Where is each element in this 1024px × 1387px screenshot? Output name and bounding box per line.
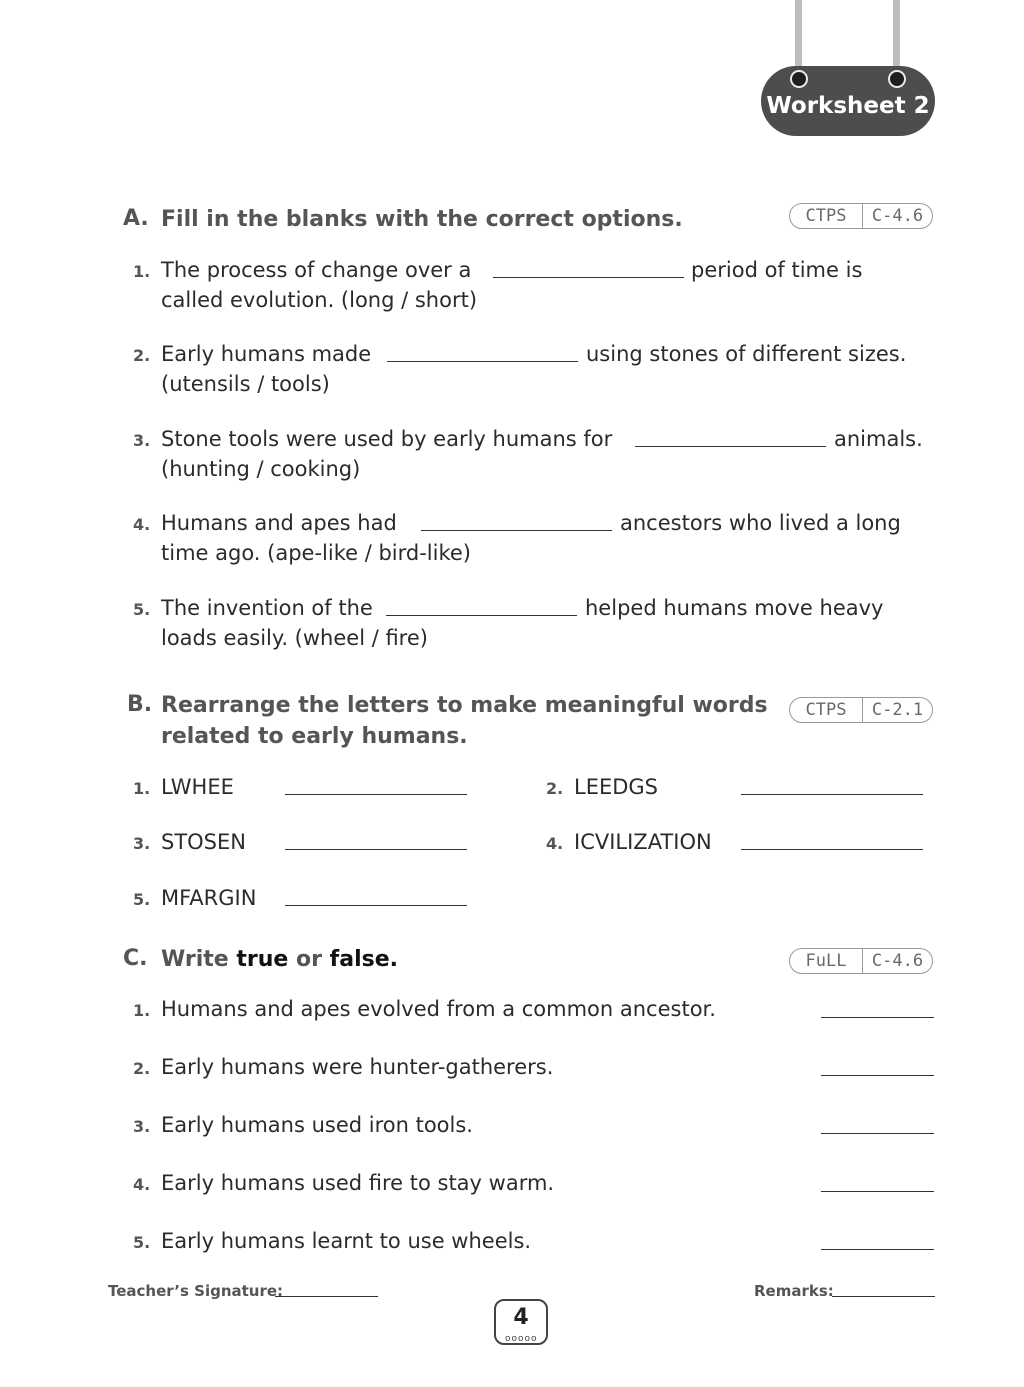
question-text: (utensils / tools) bbox=[161, 372, 330, 396]
answer-blank[interactable] bbox=[821, 1017, 934, 1018]
badge-skill: FuLL bbox=[790, 949, 863, 973]
question-number: 2. bbox=[133, 1059, 151, 1078]
tag-string-left bbox=[795, 0, 802, 72]
question-number: 2. bbox=[133, 346, 151, 365]
question-text: helped humans move heavy bbox=[585, 596, 884, 620]
tag-hole-right bbox=[888, 70, 906, 88]
badge-code: C-2.1 bbox=[871, 700, 924, 720]
answer-blank[interactable] bbox=[421, 530, 612, 531]
question-text: using stones of different sizes. bbox=[586, 342, 907, 366]
answer-blank[interactable] bbox=[493, 277, 684, 278]
answer-blank[interactable] bbox=[387, 361, 578, 362]
section-b-title-line2: related to early humans. bbox=[161, 724, 468, 749]
statement-text: Early humans used iron tools. bbox=[161, 1113, 473, 1137]
jumbled-word: STOSEN bbox=[161, 830, 246, 854]
section-b-skill-badge bbox=[789, 697, 933, 723]
question-number: 2. bbox=[546, 779, 564, 798]
answer-blank[interactable] bbox=[285, 794, 467, 795]
remarks-label: Remarks: bbox=[754, 1282, 834, 1300]
section-a-skill-badge bbox=[789, 203, 933, 229]
page-decoration-dots: ooooo bbox=[505, 1334, 538, 1344]
question-number: 5. bbox=[133, 1233, 151, 1252]
section-c-title-false: false bbox=[329, 947, 390, 972]
jumbled-word: MFARGIN bbox=[161, 886, 257, 910]
section-c-title-pre: Write bbox=[161, 947, 229, 972]
remarks-blank[interactable] bbox=[832, 1296, 935, 1297]
section-c-title-true: true bbox=[236, 947, 289, 972]
section-b-title-line1: Rearrange the letters to make meaningful words bbox=[161, 693, 768, 718]
question-text: called evolution. (long / short) bbox=[161, 288, 478, 312]
jumbled-word: LEEDGS bbox=[574, 775, 659, 799]
statement-text: Early humans were hunter-gatherers. bbox=[161, 1055, 554, 1079]
question-number: 1. bbox=[133, 1001, 151, 1020]
section-c-title-or: or bbox=[296, 947, 322, 972]
question-number: 3. bbox=[133, 431, 151, 450]
statement-text: Early humans learnt to use wheels. bbox=[161, 1229, 532, 1253]
signature-blank[interactable] bbox=[275, 1296, 378, 1297]
question-number: 3. bbox=[133, 834, 151, 853]
answer-blank[interactable] bbox=[285, 849, 467, 850]
worksheet-tag bbox=[761, 66, 935, 136]
teacher-signature-label: Teacher’s Signature: bbox=[108, 1282, 284, 1300]
question-text: Humans and apes had bbox=[161, 511, 397, 535]
tag-string-right bbox=[893, 0, 900, 72]
answer-blank[interactable] bbox=[821, 1191, 934, 1192]
page-number: 4 bbox=[513, 1305, 529, 1330]
statement-text: Humans and apes evolved from a common ancestor. bbox=[161, 997, 716, 1021]
question-number: 1. bbox=[133, 779, 151, 798]
question-number: 3. bbox=[133, 1117, 151, 1136]
badge-code: C-4.6 bbox=[871, 951, 924, 971]
section-a-letter: A. bbox=[123, 206, 149, 231]
question-text: animals. bbox=[834, 427, 923, 451]
answer-blank[interactable] bbox=[821, 1133, 934, 1134]
section-c-skill-badge bbox=[789, 948, 933, 974]
jumbled-word: LWHEE bbox=[161, 775, 234, 799]
question-number: 1. bbox=[133, 262, 151, 281]
answer-blank[interactable] bbox=[635, 446, 826, 447]
badge-skill: CTPS bbox=[790, 698, 863, 722]
question-text: Stone tools were used by early humans for bbox=[161, 427, 613, 451]
answer-blank[interactable] bbox=[741, 794, 923, 795]
section-b-letter: B. bbox=[127, 692, 153, 717]
question-text: time ago. (ape-like / bird-like) bbox=[161, 541, 471, 565]
question-number: 4. bbox=[133, 515, 151, 534]
answer-blank[interactable] bbox=[821, 1249, 934, 1250]
worksheet-title: Worksheet 2 bbox=[766, 93, 930, 119]
jumbled-word: ICVILIZATION bbox=[574, 830, 712, 854]
badge-code: C-4.6 bbox=[871, 206, 924, 226]
question-number: 5. bbox=[133, 600, 151, 619]
answer-blank[interactable] bbox=[741, 849, 923, 850]
section-c-title bbox=[161, 944, 398, 975]
question-number: 4. bbox=[546, 834, 564, 853]
question-text: period of time is bbox=[691, 258, 863, 282]
question-number: 4. bbox=[133, 1175, 151, 1194]
answer-blank[interactable] bbox=[285, 905, 467, 906]
question-number: 5. bbox=[133, 890, 151, 909]
section-a-title: Fill in the blanks with the correct options. bbox=[161, 207, 683, 232]
question-text: The process of change over a bbox=[161, 258, 472, 282]
tag-hole-left bbox=[790, 70, 808, 88]
question-text: Early humans made bbox=[161, 342, 372, 366]
question-text: (hunting / cooking) bbox=[161, 457, 361, 481]
question-text: loads easily. (wheel / fire) bbox=[161, 626, 428, 650]
statement-text: Early humans used fire to stay warm. bbox=[161, 1171, 555, 1195]
section-c-title-end: . bbox=[389, 947, 398, 972]
answer-blank[interactable] bbox=[821, 1075, 934, 1076]
section-c-letter: C. bbox=[123, 946, 148, 971]
answer-blank[interactable] bbox=[386, 615, 577, 616]
badge-skill: CTPS bbox=[790, 204, 863, 228]
question-text: ancestors who lived a long bbox=[620, 511, 901, 535]
question-text: The invention of the bbox=[161, 596, 373, 620]
